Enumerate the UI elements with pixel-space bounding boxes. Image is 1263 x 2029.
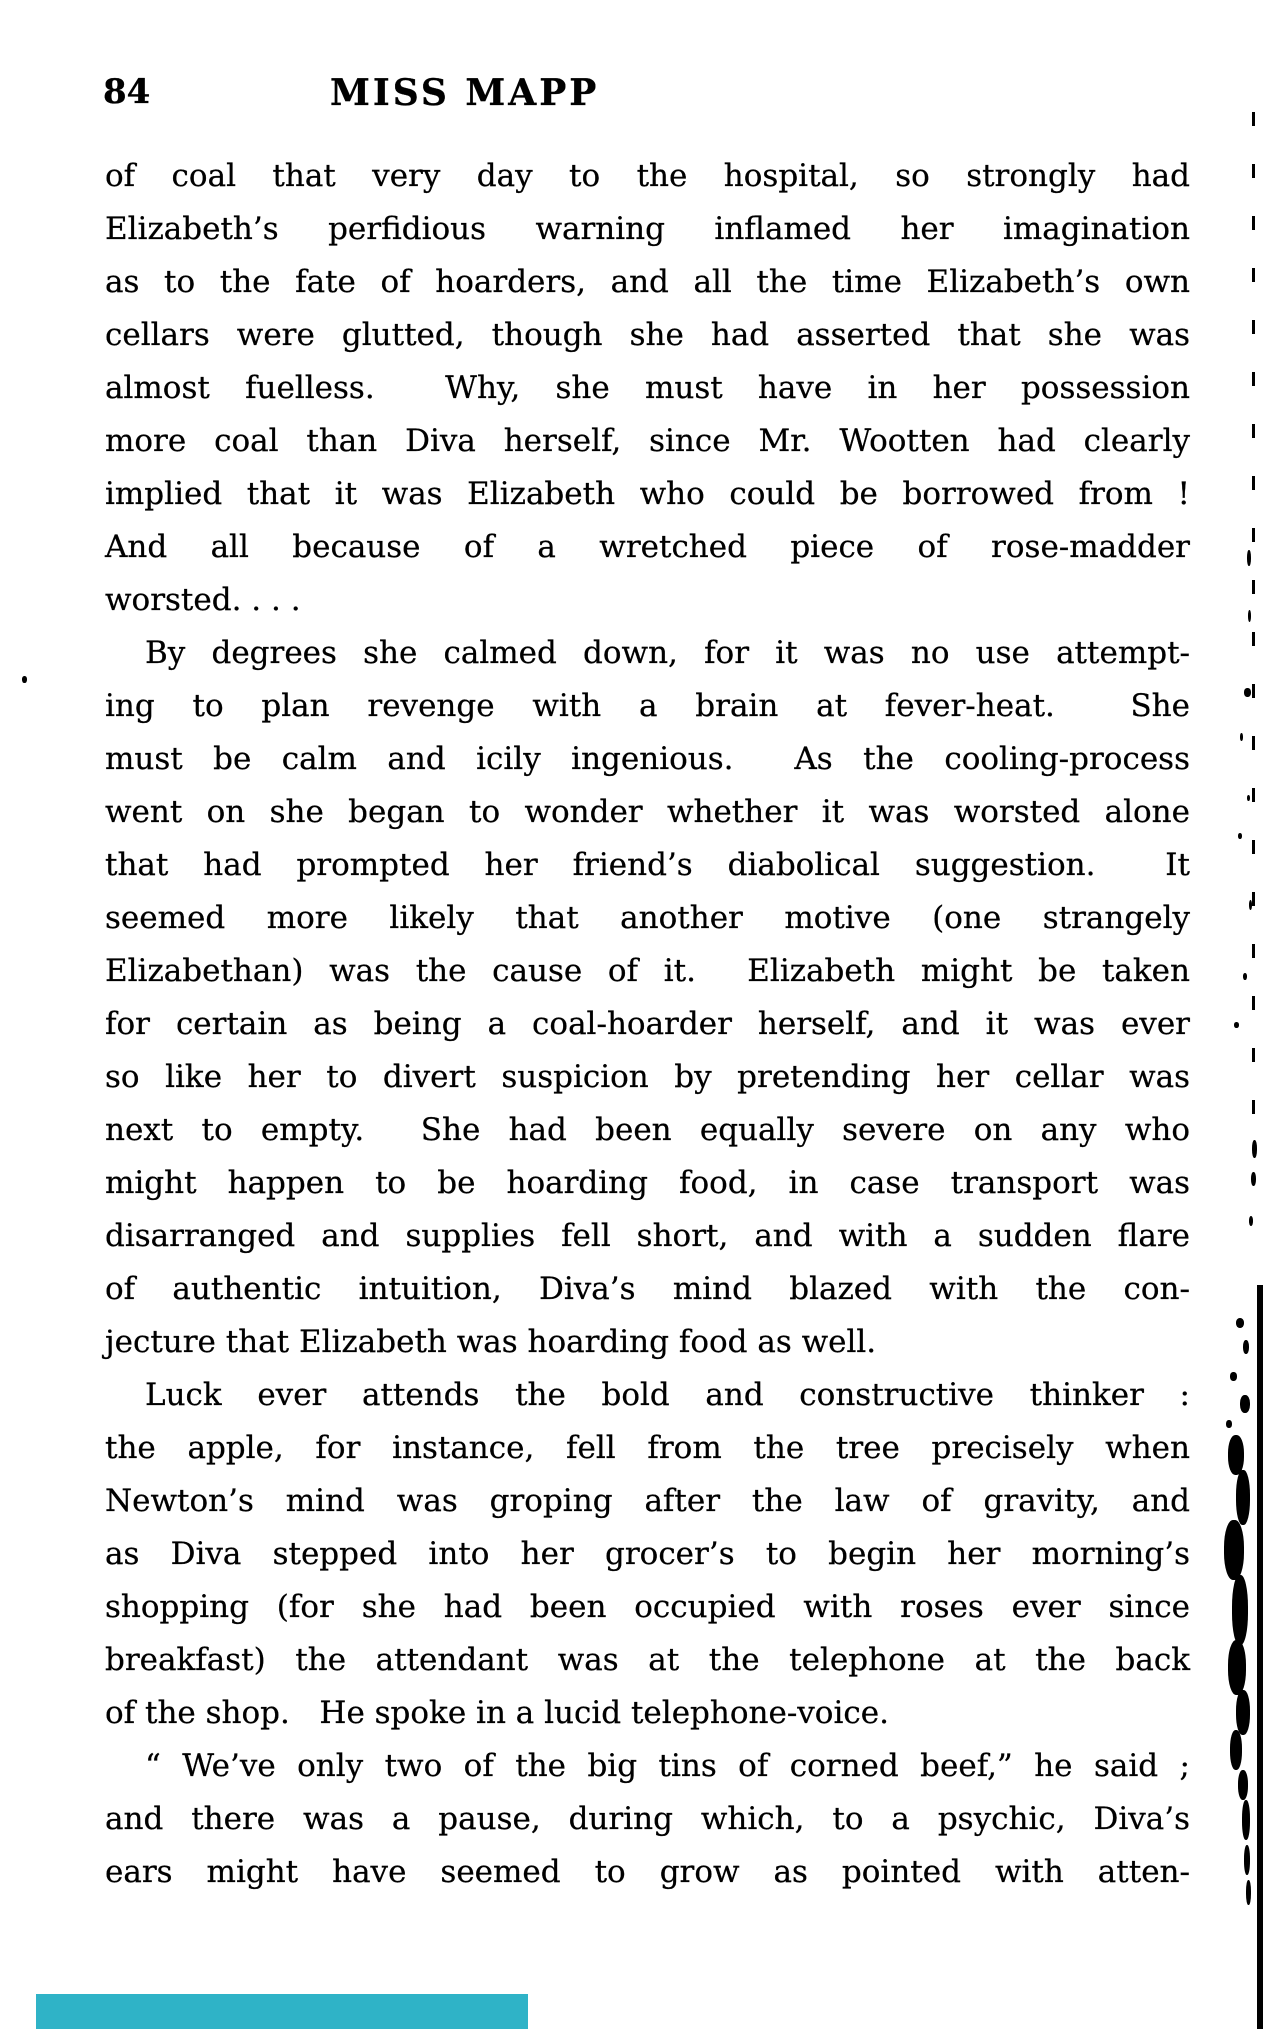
- ink-smudge: [1244, 1845, 1250, 1875]
- text-line: jecture that Elizabeth was hoarding food as well.: [105, 1324, 877, 1360]
- text-line: By degrees she calmed down, for it was no use attempt-: [145, 635, 1190, 671]
- ink-smudge: [1224, 1520, 1244, 1580]
- ink-smudge: [1240, 733, 1243, 741]
- text-line: “ We’ve only two of the big tins of corned beef,” he said ;: [145, 1748, 1190, 1784]
- text-line: Newton’s mind was groping after the law of gravity, and: [105, 1483, 1190, 1519]
- text-line: might happen to be hoarding food, in case transport was: [105, 1165, 1190, 1201]
- text-line: implied that it was Elizabeth who could be borrowed from !: [105, 476, 1190, 512]
- text-line: Elizabeth’s perfidious warning inflamed her imagination: [105, 211, 1190, 247]
- text-line: went on she began to wonder whether it was worsted alone: [105, 794, 1190, 830]
- scan-artifact-edge-bar: [1257, 1285, 1263, 2029]
- text-line: so like her to divert suspicion by pretending her cellar was: [105, 1059, 1190, 1095]
- ink-smudge: [22, 676, 27, 683]
- ink-smudge: [1232, 1575, 1248, 1645]
- text-line: Elizabethan) was the cause of it. Elizabeth might be taken: [105, 953, 1190, 989]
- text-line: for certain as being a coal-hoarder herself, and it was ever: [105, 1006, 1190, 1042]
- text-line: next to empty. She had been equally severe on any who: [105, 1112, 1190, 1148]
- page-number: 84: [103, 72, 151, 112]
- text-line: breakfast) the attendant was at the telephone at the back: [105, 1642, 1190, 1678]
- text-line: disarranged and supplies fell short, and with a sudden flare: [105, 1218, 1190, 1254]
- text-line: the apple, for instance, fell from the tree precisely when: [105, 1430, 1190, 1466]
- text-line: must be calm and icily ingenious. As the cooling-process: [105, 741, 1190, 777]
- text-line: worsted. . . .: [105, 582, 301, 618]
- ink-smudge: [1230, 1730, 1242, 1770]
- ink-smudge: [1244, 688, 1251, 697]
- text-line: shopping (for she had been occupied with roses ever since: [105, 1589, 1190, 1625]
- ink-smudge: [1238, 833, 1242, 839]
- text-line: seemed more likely that another motive (one strangely: [105, 900, 1190, 936]
- ink-smudge: [1246, 1880, 1251, 1905]
- ink-smudge: [1247, 795, 1250, 801]
- ink-smudge: [1249, 900, 1252, 910]
- ink-smudge: [1242, 1800, 1250, 1840]
- text-line: And all because of a wretched piece of rose-madder: [105, 529, 1190, 565]
- text-line: of authentic intuition, Diva’s mind blazed with the con-: [105, 1271, 1190, 1307]
- text-block: [105, 150, 1190, 1899]
- ink-smudge: [1240, 1395, 1250, 1413]
- text-line: of the shop. He spoke in a lucid telephone-voice.: [105, 1695, 889, 1731]
- ink-smudge: [1230, 1372, 1237, 1381]
- text-line: and there was a pause, during which, to a psychic, Diva’s: [105, 1801, 1190, 1837]
- ink-smudge: [1238, 1770, 1248, 1800]
- text-line: ears might have seemed to grow as pointed with atten-: [105, 1854, 1190, 1890]
- ink-smudge: [1228, 1640, 1246, 1695]
- text-line: as Diva stepped into her grocer’s to begin her morning’s: [105, 1536, 1190, 1572]
- text-line: Luck ever attends the bold and constructive thinker :: [145, 1377, 1190, 1413]
- ink-smudge: [1251, 1172, 1256, 1186]
- ink-smudge: [1236, 1318, 1244, 1328]
- text-line: as to the fate of hoarders, and all the time Elizabeth’s own: [105, 264, 1190, 300]
- scan-artifact-dashed-line: [1252, 112, 1255, 1132]
- text-line: that had prompted her friend’s diabolical suggestion. It: [105, 847, 1190, 883]
- ink-smudge: [1243, 973, 1247, 980]
- text-line: almost fuelless. Why, she must have in her possession: [105, 370, 1190, 406]
- text-line: more coal than Diva herself, since Mr. Wootten had clearly: [105, 423, 1190, 459]
- text-line: cellars were glutted, though she had asserted that she was: [105, 317, 1190, 353]
- ink-smudge: [1243, 1340, 1249, 1354]
- ink-smudge: [1252, 1140, 1257, 1158]
- teal-bar: [36, 1994, 528, 2029]
- ink-smudge: [1249, 1216, 1253, 1226]
- ink-smudge: [1234, 1022, 1239, 1028]
- text-line: ing to plan revenge with a brain at fever-heat. She: [105, 688, 1190, 724]
- running-title: MISS MAPP: [330, 72, 600, 114]
- ink-smudge: [1226, 1420, 1232, 1428]
- ink-smudge: [1228, 1435, 1244, 1475]
- text-line: of coal that very day to the hospital, so strongly had: [105, 158, 1190, 194]
- ink-smudge: [1236, 1470, 1250, 1525]
- ink-smudge: [1247, 550, 1251, 566]
- ink-smudge: [1248, 610, 1251, 622]
- ink-smudge: [1236, 1690, 1250, 1735]
